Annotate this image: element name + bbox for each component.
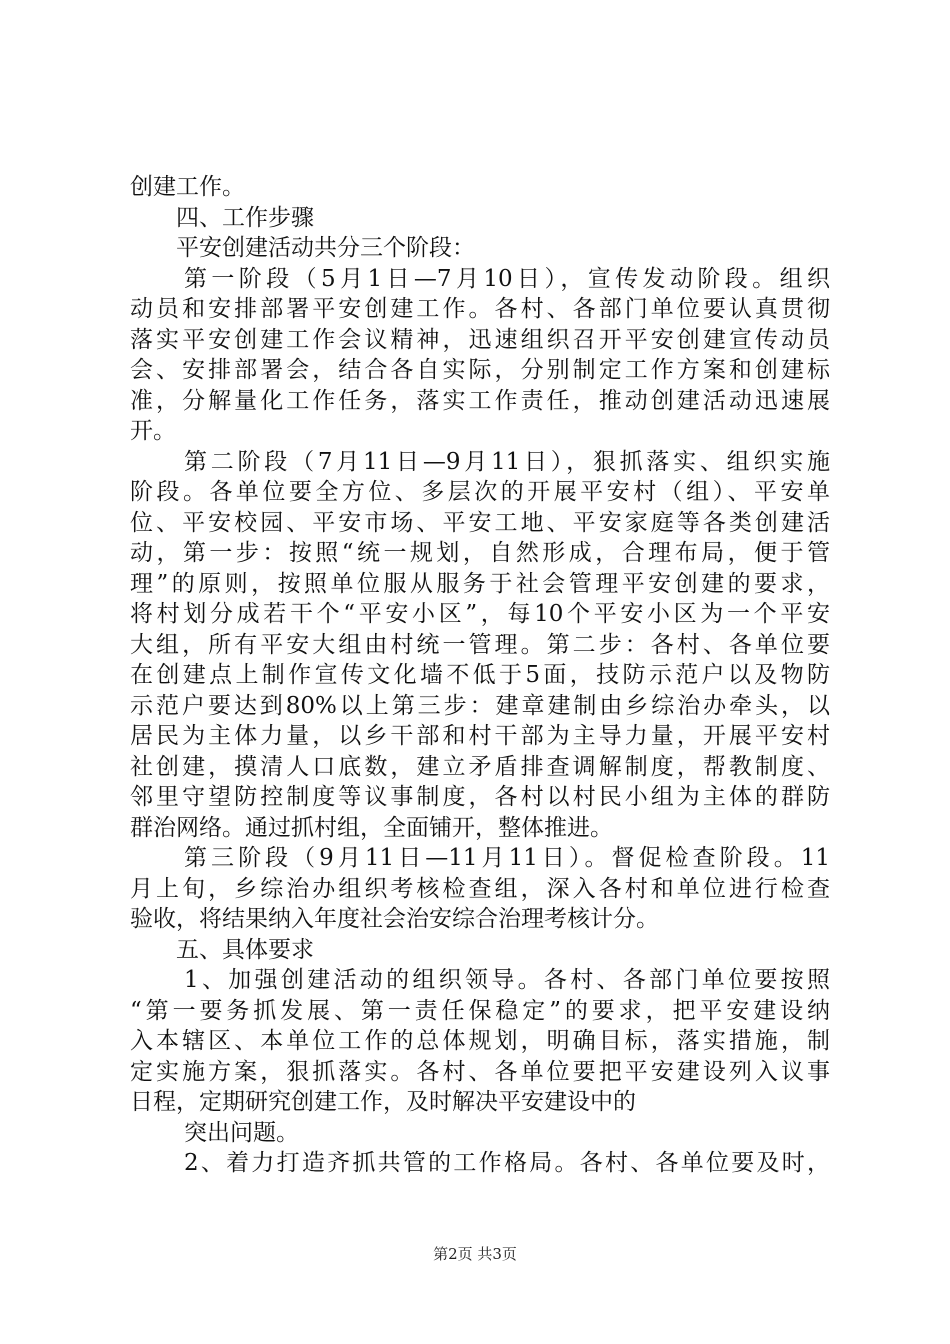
text-line: 验收，将结果纳入年度社会治安综合治理考核计分。 [130, 906, 659, 932]
text-line: 入本辖区、本单位工作的总体规划，明确目标，落实措施，制 [130, 1028, 830, 1054]
text-line: 在创建点上制作宣传文化墙不低于5面，技防示范户以及物防 [130, 662, 830, 688]
text-line: 定实施方案，狠抓落实。各村、各单位要把平安建设列入议事 [130, 1058, 830, 1085]
text-line: 第二阶段（7月11日—9月11日），狠抓落实、组织实施 [184, 448, 830, 475]
text-line: 1、加强创建活动的组织领导。各村、各部门单位要按照 [184, 967, 830, 993]
text-line: 社创建，摸清人口底数，建立矛盾排查调解制度，帮教制度、 [130, 753, 830, 780]
text-line: “第一要务抓发展、第一责任保稳定”的要求，把平安建设纳 [130, 997, 830, 1024]
document-body [130, 172, 830, 1179]
section-heading: 四、工作步骤 [176, 204, 314, 231]
text-line: 会、安排部署会，结合各自实际，分别制定工作方案和创建标 [130, 357, 830, 383]
text-line: 邻里守望防控制度等议事制度，各村以村民小组为主体的群防 [130, 784, 830, 810]
text-line: 2、着力打造齐抓共管的工作格局。各村、各单位要及时， [184, 1150, 830, 1176]
text-line: 阶段。各单位要全方位、多层次的开展平安村（组）、平安单 [130, 479, 830, 505]
text-line: 平安创建活动共分三个阶段： [176, 235, 475, 261]
text-line: 第三阶段（9月11日—11月11日）。督促检查阶段。11 [184, 845, 830, 871]
text-line: 开。 [130, 418, 176, 444]
section-heading: 五、具体要求 [176, 936, 314, 963]
text-line: 创建工作。 [130, 174, 245, 200]
text-line: 日程，定期研究创建工作，及时解决平安建设中的 [130, 1089, 636, 1115]
text-line: 将村划分成若干个“平安小区”，每10个平安小区为一个平安 [130, 601, 830, 627]
text-line: 居民为主体力量，以乡干部和村干部为主导力量，开展平安村 [130, 723, 830, 749]
text-line: 示范户要达到80%以上第三步：建章建制由乡综治办牵头，以 [130, 692, 830, 719]
text-line: 动员和安排部署平安创建工作。各村、各部门单位要认真贯彻 [130, 296, 830, 322]
text-line: 群治网络。通过抓村组，全面铺开，整体推进。 [130, 814, 613, 841]
page-number: 第2页 共3页 [433, 1245, 517, 1263]
text-line: 动，第一步：按照“统一规划，自然形成，合理布局，便于管 [130, 540, 830, 566]
text-line: 月上旬，乡综治办组织考核检查组，深入各村和单位进行检查 [130, 875, 830, 902]
text-line: 理”的原则，按照单位服从服务于社会管理平安创建的要求， [130, 570, 830, 597]
text-line: 落实平安创建工作会议精神，迅速组织召开平安创建宣传动员 [130, 326, 830, 353]
text-line: 位、平安校园、平安市场、平安工地、平安家庭等各类创建活 [130, 509, 830, 536]
text-line: 第一阶段（5月1日—7月10日），宣传发动阶段。组织 [184, 265, 830, 292]
text-line: 突出问题。 [184, 1119, 299, 1146]
text-line: 准，分解量化工作任务，落实工作责任，推动创建活动迅速展 [130, 387, 830, 414]
text-line: 大组，所有平安大组由村统一管理。第二步：各村、各单位要 [130, 631, 830, 658]
